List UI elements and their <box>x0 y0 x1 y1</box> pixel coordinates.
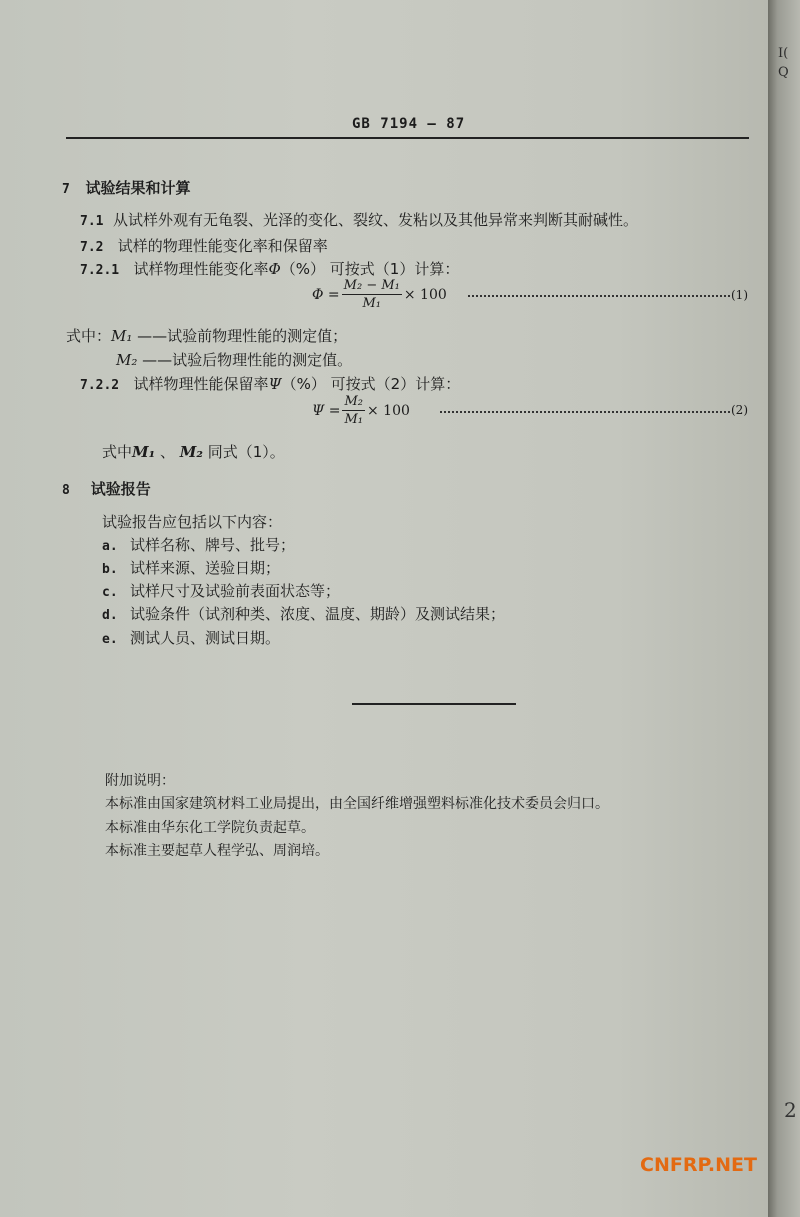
section-7-heading: 7 试验结果和计算 <box>62 179 191 197</box>
report-item-e: e. 测试人员、测试日期。 <box>102 629 281 647</box>
report-item-a: a. 试样名称、牌号、批号； <box>102 536 296 554</box>
section-7-1: 7.1 从试样外观有无龟裂、光泽的变化、裂纹、发粘以及其他异常来判断其耐碱性。 <box>80 211 639 229</box>
end-rule <box>352 703 516 705</box>
equation-2-fraction: $\frac{\text{M₂}}{\text{M₁}}$ <box>344 394 363 427</box>
header-rule <box>66 137 749 139</box>
report-intro: 试验报告应包括以下内容： <box>102 513 283 531</box>
where-m1: 式中：M₁ ——试验前物理性能的测定值； <box>66 327 348 345</box>
report-item-c: c. 试样尺寸及试验前表面状态等； <box>102 582 341 600</box>
adjacent-page-edge <box>768 0 800 1217</box>
section-7-2-2: 7.2.2 试样物理性能保留率Ψ（%） 可按式（2）计算： <box>80 375 461 393</box>
where-m2: M₂ ——试验后物理性能的测定值。 <box>116 351 353 369</box>
notes-line-3: 本标准主要起草人程学弘、周润培。 <box>105 843 329 859</box>
report-item-d: d. 试验条件（试剂种类、浓度、温度、期龄）及测试结果； <box>102 605 506 623</box>
report-item-b: b. 试样来源、送验日期； <box>102 559 281 577</box>
section-7-2: 7.2 试样的物理性能变化率和保留率 <box>80 237 328 255</box>
equation-2-leader <box>440 411 730 413</box>
equation-1: Φ = $\frac{\text{M₂ − M₁}}{\text{M₁}}$ × 100 <box>312 278 447 311</box>
equation-2-number: (2) <box>731 403 748 417</box>
equation-1-number: (1) <box>731 288 748 302</box>
section-7-2-1: 7.2.1 试样物理性能变化率Φ（%） 可按式（1）计算： <box>80 260 460 278</box>
where-2: 式中M₁ 、 M₂ 同式（1）。 <box>102 443 285 461</box>
section-8-heading: 8 试验报告 <box>62 480 151 498</box>
adjacent-page-number: 2 <box>784 1098 797 1122</box>
notes-line-1: 本标准由国家建筑材料工业局提出，由全国纤维增强塑料标准化技术委员会归口。 <box>105 796 609 812</box>
page-header: GB 7194 — 87 <box>352 116 466 132</box>
site-watermark: CNFRP.NET <box>640 1154 757 1176</box>
notes-line-2: 本标准由华东化工学院负责起草。 <box>105 820 315 836</box>
notes-title: 附加说明： <box>105 773 175 789</box>
equation-2: Ψ = $\frac{\text{M₂}}{\text{M₁}}$ × 100 <box>312 394 410 427</box>
adjacent-page-text: I( Q <box>778 46 789 80</box>
equation-1-leader <box>468 295 730 297</box>
equation-1-fraction: $\frac{\text{M₂ − M₁}}{\text{M₁}}$ <box>343 278 400 311</box>
